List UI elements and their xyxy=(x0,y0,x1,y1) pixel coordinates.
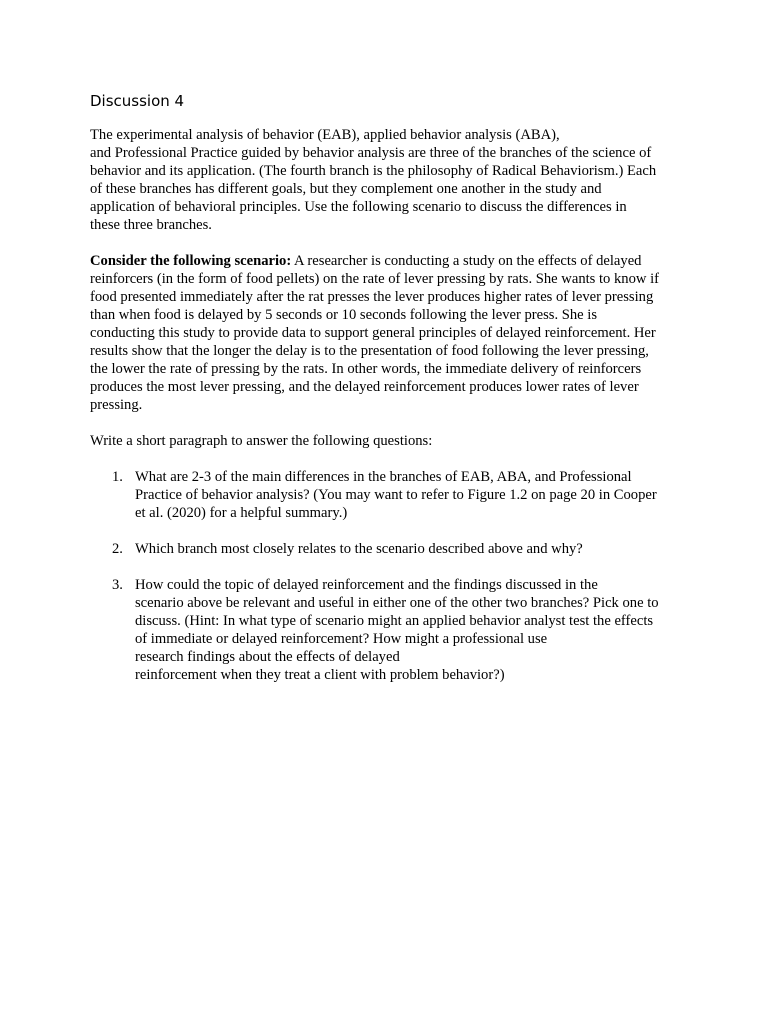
question-number: 1. xyxy=(112,469,123,485)
question-number: 2. xyxy=(112,541,123,557)
question-line: et al. (2020) for a helpful summary.) xyxy=(135,505,348,521)
list-spacer xyxy=(90,558,690,576)
questions-list xyxy=(90,468,690,684)
question-number: 3. xyxy=(112,577,123,593)
intro-line: application of behavioral principles. Use the following scenario to discuss the differences in xyxy=(90,199,627,215)
paragraph-spacer xyxy=(90,450,690,468)
document-body xyxy=(90,90,690,684)
scenario-lead: Consider the following scenario: xyxy=(90,253,292,269)
instruction-text: Write a short paragraph to answer the following questions: xyxy=(90,433,433,449)
intro-line: and Professional Practice guided by behavior analysis are three of the branches of the science of xyxy=(90,145,652,161)
list-spacer xyxy=(90,522,690,540)
page-title: Discussion 4 xyxy=(90,92,185,110)
question-line: How could the topic of delayed reinforcement and the findings discussed in the xyxy=(135,577,598,593)
scenario-line: food presented immediately after the rat presses the lever produces higher rates of lever pressing xyxy=(90,289,654,305)
paragraph-spacer xyxy=(90,414,690,432)
question-item xyxy=(90,468,690,522)
question-item xyxy=(90,540,690,558)
question-line: scenario above be relevant and useful in either one of the other two branches? Pick one to xyxy=(135,595,659,611)
scenario-first-line xyxy=(90,252,690,270)
intro-paragraph xyxy=(90,126,690,234)
scenario-line: results show that the longer the delay is to the presentation of food following the lever pressing, xyxy=(90,343,649,359)
scenario-line: conducting this study to provide data to support general principles of delayed reinforcement. Her xyxy=(90,325,656,341)
intro-line: these three branches. xyxy=(90,217,212,233)
intro-line: behavior and its application. (The fourth branch is the philosophy of Radical Behaviorism.) Each xyxy=(90,163,657,179)
question-line: reinforcement when they treat a client with problem behavior?) xyxy=(135,667,505,683)
question-item xyxy=(90,576,690,684)
scenario-line: pressing. xyxy=(90,397,143,413)
question-line: research findings about the effects of delayed xyxy=(135,649,400,665)
scenario-first-line-text: A researcher is conducting a study on the effects of delayed xyxy=(291,253,642,269)
question-line: of immediate or delayed reinforcement? How might a professional use xyxy=(135,631,548,647)
paragraph-spacer xyxy=(90,234,690,252)
question-line: Which branch most closely relates to the scenario described above and why? xyxy=(135,541,583,557)
question-line: What are 2-3 of the main differences in the branches of EAB, ABA, and Professional xyxy=(135,469,632,485)
question-line: Practice of behavior analysis? (You may want to refer to Figure 1.2 on page 20 in Cooper xyxy=(135,487,657,503)
intro-line: The experimental analysis of behavior (EAB), applied behavior analysis (ABA), xyxy=(90,127,560,143)
scenario-paragraph xyxy=(90,252,690,414)
intro-line: of these branches has different goals, but they complement one another in the study and xyxy=(90,181,602,197)
question-line: discuss. (Hint: In what type of scenario might an applied behavior analyst test the effects xyxy=(135,613,654,629)
scenario-line: reinforcers (in the form of food pellets) on the rate of lever pressing by rats. She wants to know if xyxy=(90,271,659,287)
scenario-line: the lower the rate of pressing by the rats. In other words, the immediate delivery of reinforcers xyxy=(90,361,642,377)
scenario-line: produces the most lever pressing, and the delayed reinforcement produces lower rates of lever xyxy=(90,379,639,395)
scenario-line: than when food is delayed by 5 seconds or 10 seconds following the lever press. She is xyxy=(90,307,598,323)
